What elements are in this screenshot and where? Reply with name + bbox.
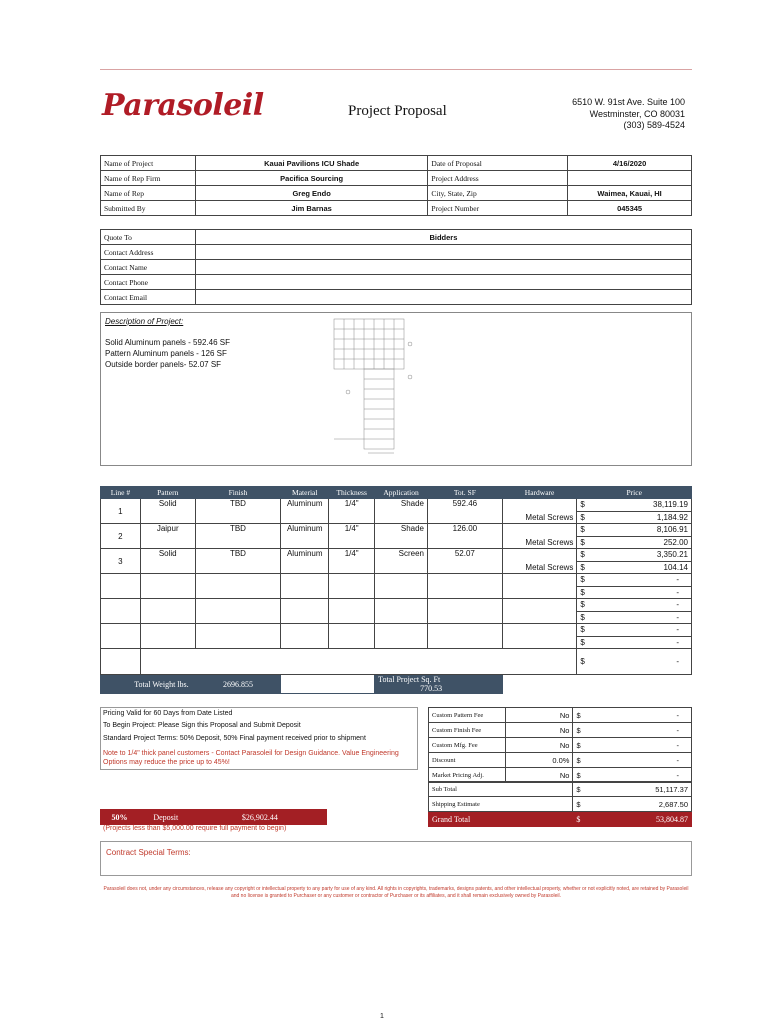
contact-email-value[interactable] — [195, 290, 691, 305]
total-weight-value: 2696.855 — [195, 675, 281, 694]
price-cell: 252.00 — [588, 536, 692, 549]
col-header-pattern: Pattern — [140, 487, 195, 499]
fee-value[interactable]: 0.0% — [505, 753, 573, 768]
col-header-line: Line # — [101, 487, 141, 499]
col-header-application: Application — [375, 487, 428, 499]
line-number: 2 — [101, 524, 141, 549]
currency-symbol: $ — [577, 649, 588, 675]
address-line-2: Westminster, CO 80031 — [589, 108, 685, 119]
thickness-cell[interactable]: 1/4" — [329, 499, 375, 524]
table-row — [101, 599, 692, 612]
fee-amount: - — [587, 723, 692, 738]
fee-label: Market Pricing Adj. — [429, 768, 506, 783]
currency-symbol: $ — [577, 611, 588, 624]
price-cell: 8,106.91 — [588, 524, 692, 537]
totals-bar — [101, 675, 692, 694]
project-address-value[interactable] — [568, 171, 692, 186]
contact-name-value[interactable] — [195, 260, 691, 275]
currency-symbol: $ — [573, 782, 587, 797]
table-row — [101, 574, 692, 587]
quote-to-value[interactable]: Bidders — [195, 230, 691, 245]
table-row — [101, 499, 692, 512]
deposit-percent: 50% — [101, 810, 139, 825]
currency-symbol: $ — [573, 768, 587, 783]
hardware-cell[interactable] — [502, 624, 577, 649]
finish-cell[interactable] — [195, 624, 281, 649]
total-sf-cell[interactable]: 592.46 — [428, 499, 503, 524]
currency-symbol: $ — [573, 708, 587, 723]
currency-symbol: $ — [577, 599, 588, 612]
material-cell[interactable] — [281, 624, 329, 649]
currency-symbol: $ — [577, 561, 588, 574]
project-address-label: Project Address — [428, 171, 568, 186]
deposit-label: Deposit — [138, 810, 193, 825]
finish-cell[interactable] — [195, 599, 281, 624]
hardware-cell[interactable] — [502, 599, 577, 624]
total-sf-bar — [375, 675, 503, 694]
deposit-note: (Projects less than $5,000.00 require full payment to begin) — [103, 825, 287, 832]
terms-line: Pricing Valid for 60 Days from Date Listed — [103, 710, 233, 717]
price-cell: - — [588, 574, 692, 587]
fee-amount: - — [587, 768, 692, 783]
contact-address-label: Contact Address — [101, 245, 196, 260]
rep-firm-value[interactable]: Pacifica Sourcing — [195, 171, 428, 186]
currency-symbol: $ — [577, 511, 588, 524]
fee-label: Custom Mfg. Fee — [429, 738, 506, 753]
price-cell: - — [588, 599, 692, 612]
project-name-value[interactable]: Kauai Pavilions ICU Shade — [195, 156, 428, 171]
city-state-zip-label: City, State, Zip — [428, 186, 568, 201]
proposal-date-value[interactable]: 4/16/2020 — [568, 156, 692, 171]
contact-name-label: Contact Name — [101, 260, 196, 275]
submitted-by-label: Submitted By — [101, 201, 196, 216]
col-header-thickness: Thickness — [329, 487, 375, 499]
col-header-hardware: Hardware — [502, 487, 577, 499]
grand-total-value: 53,804.87 — [587, 812, 692, 827]
table-row — [101, 524, 692, 537]
table-row — [101, 624, 692, 637]
legal-footer-line: Parasoleil does not, under any circumstances, release any copyright or intellectual property to any party for use of any kind. All rights in copyrights, trademarks, designs patents, and other intellectual property, whether or not explicitly noted, are retained by Parasoleil — [103, 886, 689, 892]
price-cell: 38,119.19 — [588, 499, 692, 512]
price-cell: - — [588, 636, 692, 649]
description-line: Pattern Aluminum panels - 126 SF — [105, 349, 227, 358]
application-cell[interactable] — [375, 624, 428, 649]
currency-symbol: $ — [577, 624, 588, 637]
terms-line: Standard Project Terms: 50% Deposit, 50% Final payment received prior to shipment — [103, 735, 366, 742]
project-info-table — [100, 155, 692, 216]
col-header-material: Material — [281, 487, 329, 499]
project-name-label: Name of Project — [101, 156, 196, 171]
price-cell: - — [588, 586, 692, 599]
legal-footer-line: and no license is granted to Purchaser or any customer or contractor of Purchaser or its affiliates, and it shall remain exclusively owned by Parasoleil. — [230, 893, 562, 899]
currency-symbol: $ — [577, 536, 588, 549]
currency-symbol: $ — [573, 738, 587, 753]
total-sf-label: Total Project Sq. Ft — [378, 675, 441, 684]
fee-value[interactable]: No — [505, 768, 573, 783]
finish-cell[interactable] — [195, 574, 281, 599]
fee-value[interactable]: No — [505, 708, 573, 723]
subtotal-label: Sub Total — [429, 782, 573, 797]
contact-phone-value[interactable] — [195, 275, 691, 290]
price-cell: 1,184.92 — [588, 511, 692, 524]
contract-terms-label: Contract Special Terms: — [106, 848, 191, 857]
pattern-cell[interactable] — [140, 574, 195, 599]
hardware-cell[interactable]: Metal Screws — [502, 511, 577, 524]
col-header-finish: Finish — [195, 487, 281, 499]
address-line-1: 6510 W. 91st Ave. Suite 100 — [572, 97, 685, 107]
total-sf-cell[interactable] — [428, 624, 503, 649]
total-weight-label: Total Weight lbs. — [101, 675, 196, 694]
material-cell[interactable]: Aluminum — [281, 549, 329, 574]
shipping-value: 2,687.50 — [587, 797, 692, 812]
material-cell[interactable] — [281, 599, 329, 624]
deposit-amount: $26,902.44 — [193, 810, 326, 825]
hardware-cell[interactable]: Metal Screws — [502, 561, 577, 574]
fee-label: Discount — [429, 753, 506, 768]
application-cell[interactable] — [375, 599, 428, 624]
price-cell: 3,350.21 — [588, 549, 692, 562]
fee-value[interactable]: No — [505, 723, 573, 738]
pattern-cell[interactable] — [140, 624, 195, 649]
currency-symbol: $ — [573, 753, 587, 768]
line-number — [101, 574, 141, 599]
items-header-row — [101, 487, 692, 499]
hardware-cell[interactable]: Metal Screws — [502, 536, 577, 549]
line-number — [101, 599, 141, 624]
rep-name-label: Name of Rep — [101, 186, 196, 201]
city-state-zip-value[interactable]: Waimea, Kauai, HI — [568, 186, 692, 201]
quote-to-table — [100, 229, 692, 305]
project-number-label: Project Number — [428, 201, 568, 216]
price-cell: - — [588, 611, 692, 624]
total-sf-cell[interactable] — [428, 599, 503, 624]
price-cell: - — [588, 649, 692, 675]
fee-amount: - — [587, 738, 692, 753]
rep-firm-label: Name of Rep Firm — [101, 171, 196, 186]
proposal-date-label: Date of Proposal — [428, 156, 568, 171]
description-line: Outside border panels- 52.07 SF — [105, 360, 222, 369]
pattern-cell[interactable] — [140, 599, 195, 624]
finish-cell[interactable]: TBD — [195, 549, 281, 574]
fee-amount: - — [587, 708, 692, 723]
thickness-cell[interactable]: 1/4" — [329, 524, 375, 549]
table-row — [101, 649, 692, 675]
currency-symbol: $ — [573, 723, 587, 738]
thick-panel-note: Note to 1/4" thick panel customers - Contact Parasoleil for Design Guidance. Value Engineering Options may reduce the price up to 45%! — [103, 750, 399, 766]
application-cell[interactable]: Shade — [375, 499, 428, 524]
totals-gap — [281, 675, 375, 694]
quote-to-label: Quote To — [101, 230, 196, 245]
description-line: Solid Aluminum panels - 592.46 SF — [105, 338, 230, 347]
contact-address-value[interactable] — [195, 245, 691, 260]
project-number-value[interactable]: 045345 — [568, 201, 692, 216]
total-sf-cell[interactable] — [428, 574, 503, 599]
line-number — [101, 649, 141, 675]
subtotal-value: 51,117.37 — [587, 782, 692, 797]
address-line-3: (303) 589-4524 — [623, 120, 685, 130]
pattern-cell[interactable]: Jaipur — [140, 524, 195, 549]
currency-symbol: $ — [573, 797, 587, 812]
price-cell: 104.14 — [588, 561, 692, 574]
finish-cell[interactable]: TBD — [195, 499, 281, 524]
pattern-cell[interactable]: Solid — [140, 499, 195, 524]
table-row — [101, 549, 692, 562]
application-cell[interactable]: Screen — [375, 549, 428, 574]
legal-footer — [100, 886, 692, 900]
contact-email-label: Contact Email — [101, 290, 196, 305]
application-cell[interactable] — [375, 574, 428, 599]
thickness-cell[interactable] — [329, 599, 375, 624]
currency-symbol: $ — [577, 574, 588, 587]
fee-amount: - — [587, 753, 692, 768]
page-number: 1 — [380, 1013, 384, 1020]
fees-table — [428, 707, 692, 783]
hardware-cell[interactable] — [502, 574, 577, 599]
fee-value[interactable]: No — [505, 738, 573, 753]
deposit-table — [100, 809, 327, 825]
grand-total-label: Grand Total — [429, 812, 573, 827]
description-title: Description of Project: — [105, 317, 184, 326]
currency-symbol: $ — [573, 812, 587, 827]
material-cell[interactable]: Aluminum — [281, 499, 329, 524]
line-number — [101, 624, 141, 649]
total-sf-cell[interactable]: 52.07 — [428, 549, 503, 574]
page-title: Project Proposal — [348, 103, 447, 119]
top-rule — [100, 69, 692, 70]
material-cell[interactable] — [281, 574, 329, 599]
line-number: 3 — [101, 549, 141, 574]
col-header-price: Price — [577, 487, 692, 499]
total-sf-value: 770.53 — [420, 684, 443, 693]
hardware-blank — [502, 499, 577, 512]
totals-table — [428, 781, 692, 827]
panel-layout-drawing — [328, 317, 416, 459]
shipping-label: Shipping Estimate — [429, 797, 573, 812]
line-items-table — [100, 486, 692, 694]
fee-label: Custom Finish Fee — [429, 723, 506, 738]
currency-symbol: $ — [577, 636, 588, 649]
terms-line: To Begin Project: Please Sign this Proposal and Submit Deposit — [103, 722, 301, 729]
rep-name-value[interactable]: Greg Endo — [195, 186, 428, 201]
hardware-blank — [502, 549, 577, 562]
thickness-cell[interactable]: 1/4" — [329, 549, 375, 574]
parasoleil-logo: Parasoleil — [102, 88, 264, 123]
thickness-cell[interactable] — [329, 574, 375, 599]
material-cell[interactable]: Aluminum — [281, 524, 329, 549]
currency-symbol: $ — [577, 499, 588, 512]
fee-label: Custom Pattern Fee — [429, 708, 506, 723]
currency-symbol: $ — [577, 524, 588, 537]
line-number: 1 — [101, 499, 141, 524]
empty-row — [140, 649, 577, 675]
total-sf-cell[interactable]: 126.00 — [428, 524, 503, 549]
totals-empty — [502, 675, 691, 694]
hardware-blank — [502, 524, 577, 537]
contract-terms-box[interactable] — [100, 841, 692, 876]
contact-phone-label: Contact Phone — [101, 275, 196, 290]
currency-symbol: $ — [577, 586, 588, 599]
application-cell[interactable]: Shade — [375, 524, 428, 549]
finish-cell[interactable]: TBD — [195, 524, 281, 549]
company-address — [572, 97, 685, 132]
submitted-by-value[interactable]: Jim Barnas — [195, 201, 428, 216]
price-cell: - — [588, 624, 692, 637]
currency-symbol: $ — [577, 549, 588, 562]
thickness-cell[interactable] — [329, 624, 375, 649]
pattern-cell[interactable]: Solid — [140, 549, 195, 574]
col-header-total-sf: Tot. SF — [428, 487, 503, 499]
